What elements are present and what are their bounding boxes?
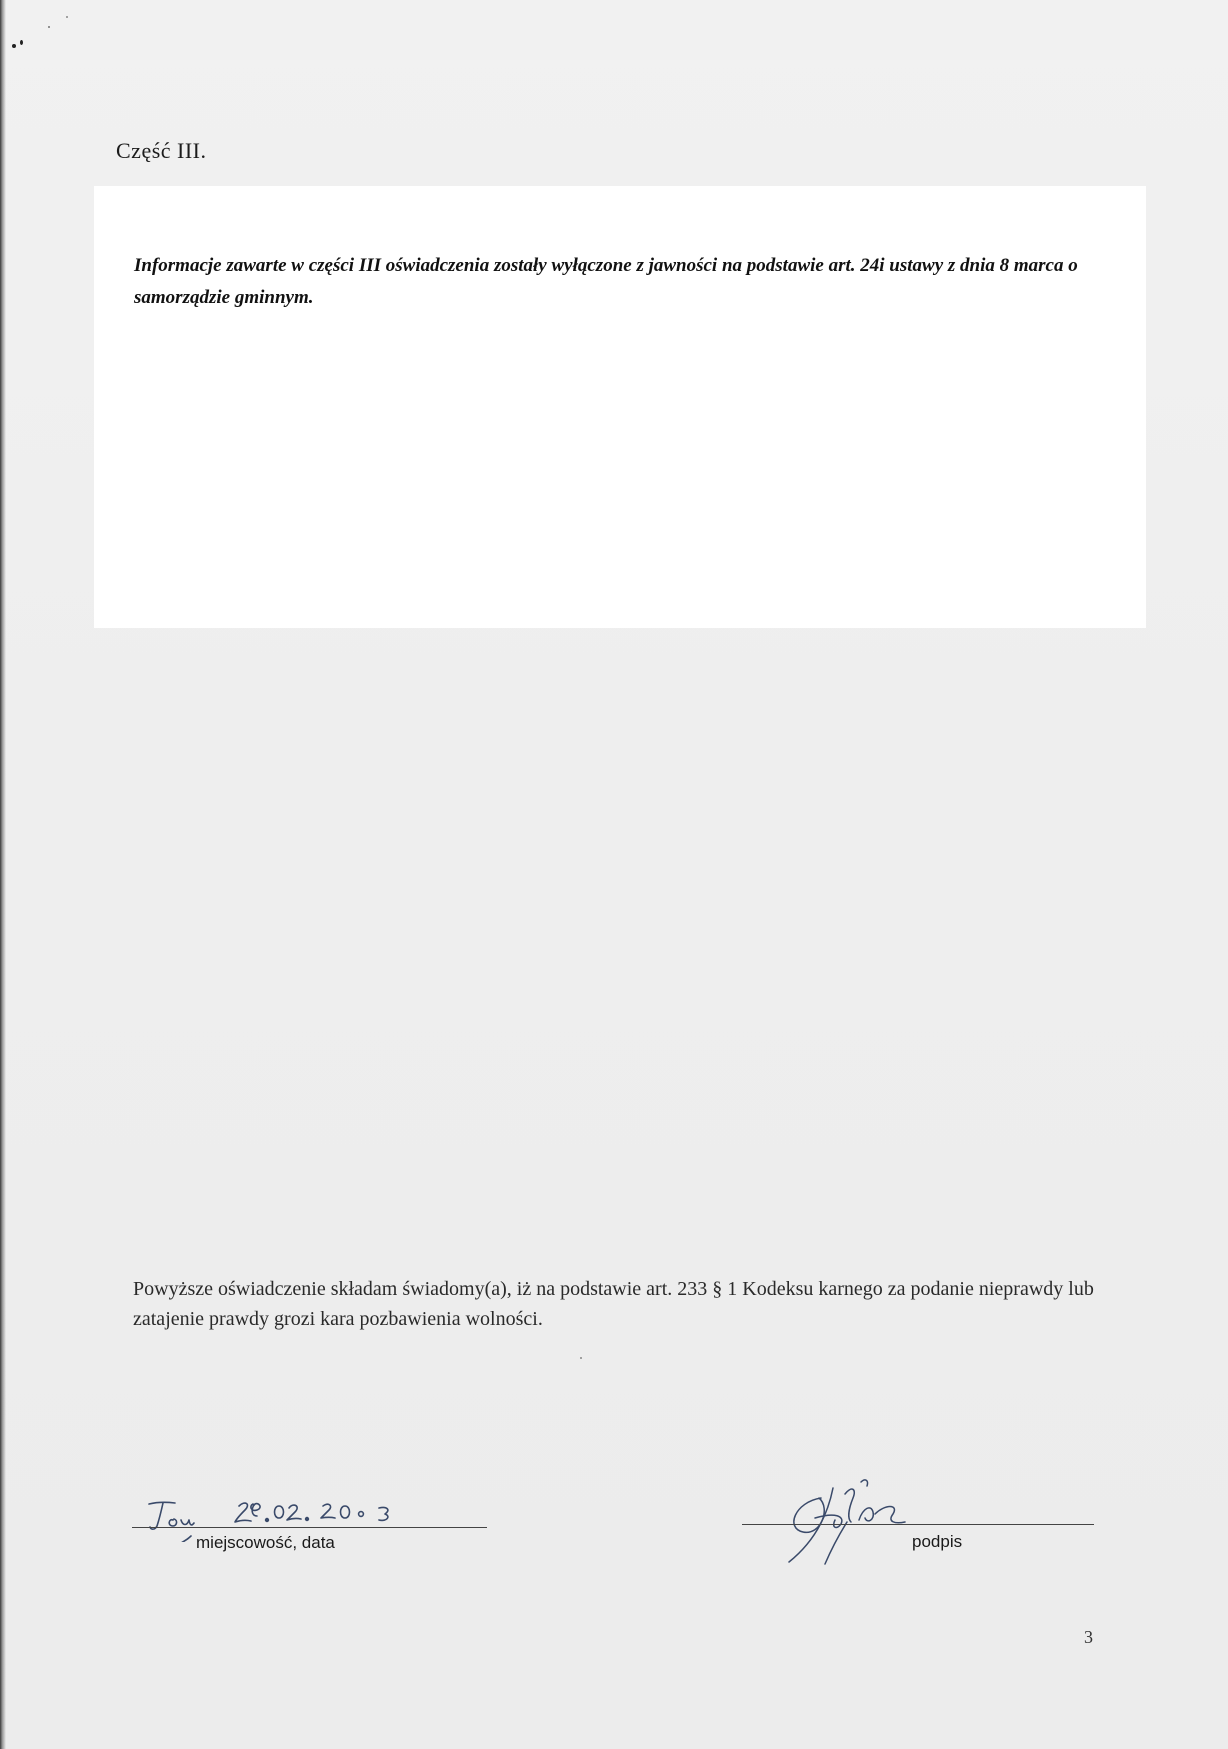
scan-speck <box>48 26 50 28</box>
redaction-notice: Informacje zawarte w części III oświadczenia zostały wyłączone z jawności na podstawie art. 24i ustawy z dnia 8 marca o samorządzie gminnym. <box>134 255 1078 308</box>
signature-line <box>742 1524 1094 1525</box>
scan-edge-shadow <box>0 0 6 1749</box>
scan-speck <box>12 44 16 48</box>
redaction-box <box>94 186 1146 628</box>
scan-speck <box>580 1357 582 1359</box>
page-number: 3 <box>1084 1627 1093 1647</box>
declaration-text: Powyższe oświadczenie składam świadomy(a), iż na podstawie art. 233 § 1 Kodeksu karnego za podanie nieprawdy lub zatajenie prawdy grozi kara pozbawienia wolności. <box>133 1278 1094 1330</box>
handwritten-signature <box>775 1468 935 1568</box>
place-date-label: miejscowość, data <box>196 1533 335 1552</box>
section-title: Część III. <box>116 138 207 163</box>
scan-speck <box>20 40 23 45</box>
place-date-line <box>132 1527 487 1528</box>
signature-label: podpis <box>912 1532 963 1551</box>
scan-speck <box>66 16 68 18</box>
